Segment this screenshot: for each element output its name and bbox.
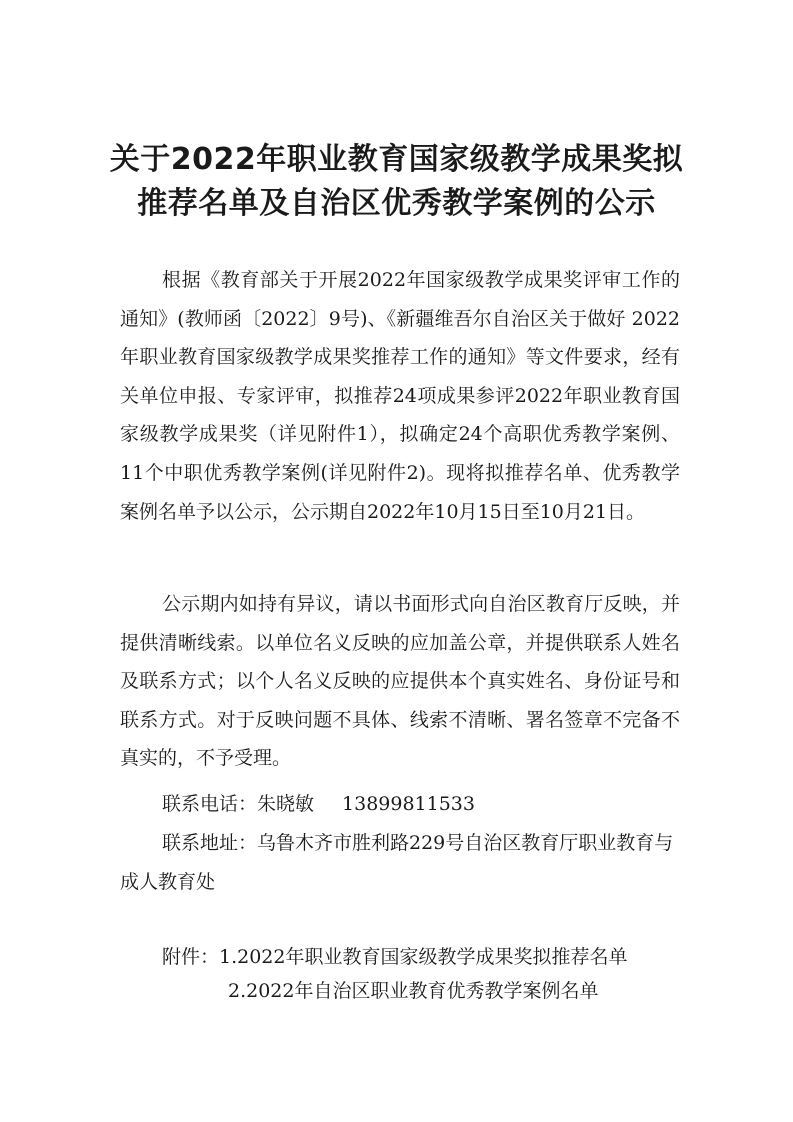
contact-phone [162, 785, 722, 824]
contact-address: 联系地址：乌鲁木齐市胜利路229号自治区教育厅职业教育与成人教育处 [120, 832, 674, 893]
contact-phone-number: 13899811533 [342, 793, 475, 815]
document-title-line-2: 推荐名单及自治区优秀教学案例的公示 [137, 186, 656, 221]
attachment-item-1: 附件：1.2022年职业教育国家级教学成果奖拟推荐名单 [162, 946, 628, 968]
document-title-line-1: 关于2022年职业教育国家级教学成果奖拟 [109, 142, 684, 177]
paragraph-objection: 公示期内如持有异议，请以书面形式向自治区教育厅反映，并提供清晰线索。以单位名义反映的应加盖公章，并提供联系人姓名及联系方式；以个人名义反映的应提供本个真实姓名、身份证号和联系方式。对于反映问题不具体、线索不清晰、署名签章不完备不真实的，不予受理。 [120, 593, 680, 770]
paragraph-announcement: 根据《教育部关于开展2022年国家级教学成果奖评审工作的通知》(教师函〔2022〕9号)、《新疆维吾尔自治区关于做好 2022年职业教育国家级教学成果奖推荐工作的通知》等文件要求，经有关单位申报、专家评审，拟推荐24项成果参评2022年职业教育国家级教学成果奖（详见附件1），拟确定24个高职优秀教学案例、11个中职优秀教学案例(详见附件2)。现将拟推荐名单、优秀教学案例名单予以公示，公示期自2022年10月15日至10月21日。 [120, 269, 680, 523]
attachment-item-2: 2.2022年自治区职业教育优秀教学案例名单 [228, 980, 599, 1002]
contact-phone-label: 联系电话：朱晓敏 [162, 793, 315, 815]
